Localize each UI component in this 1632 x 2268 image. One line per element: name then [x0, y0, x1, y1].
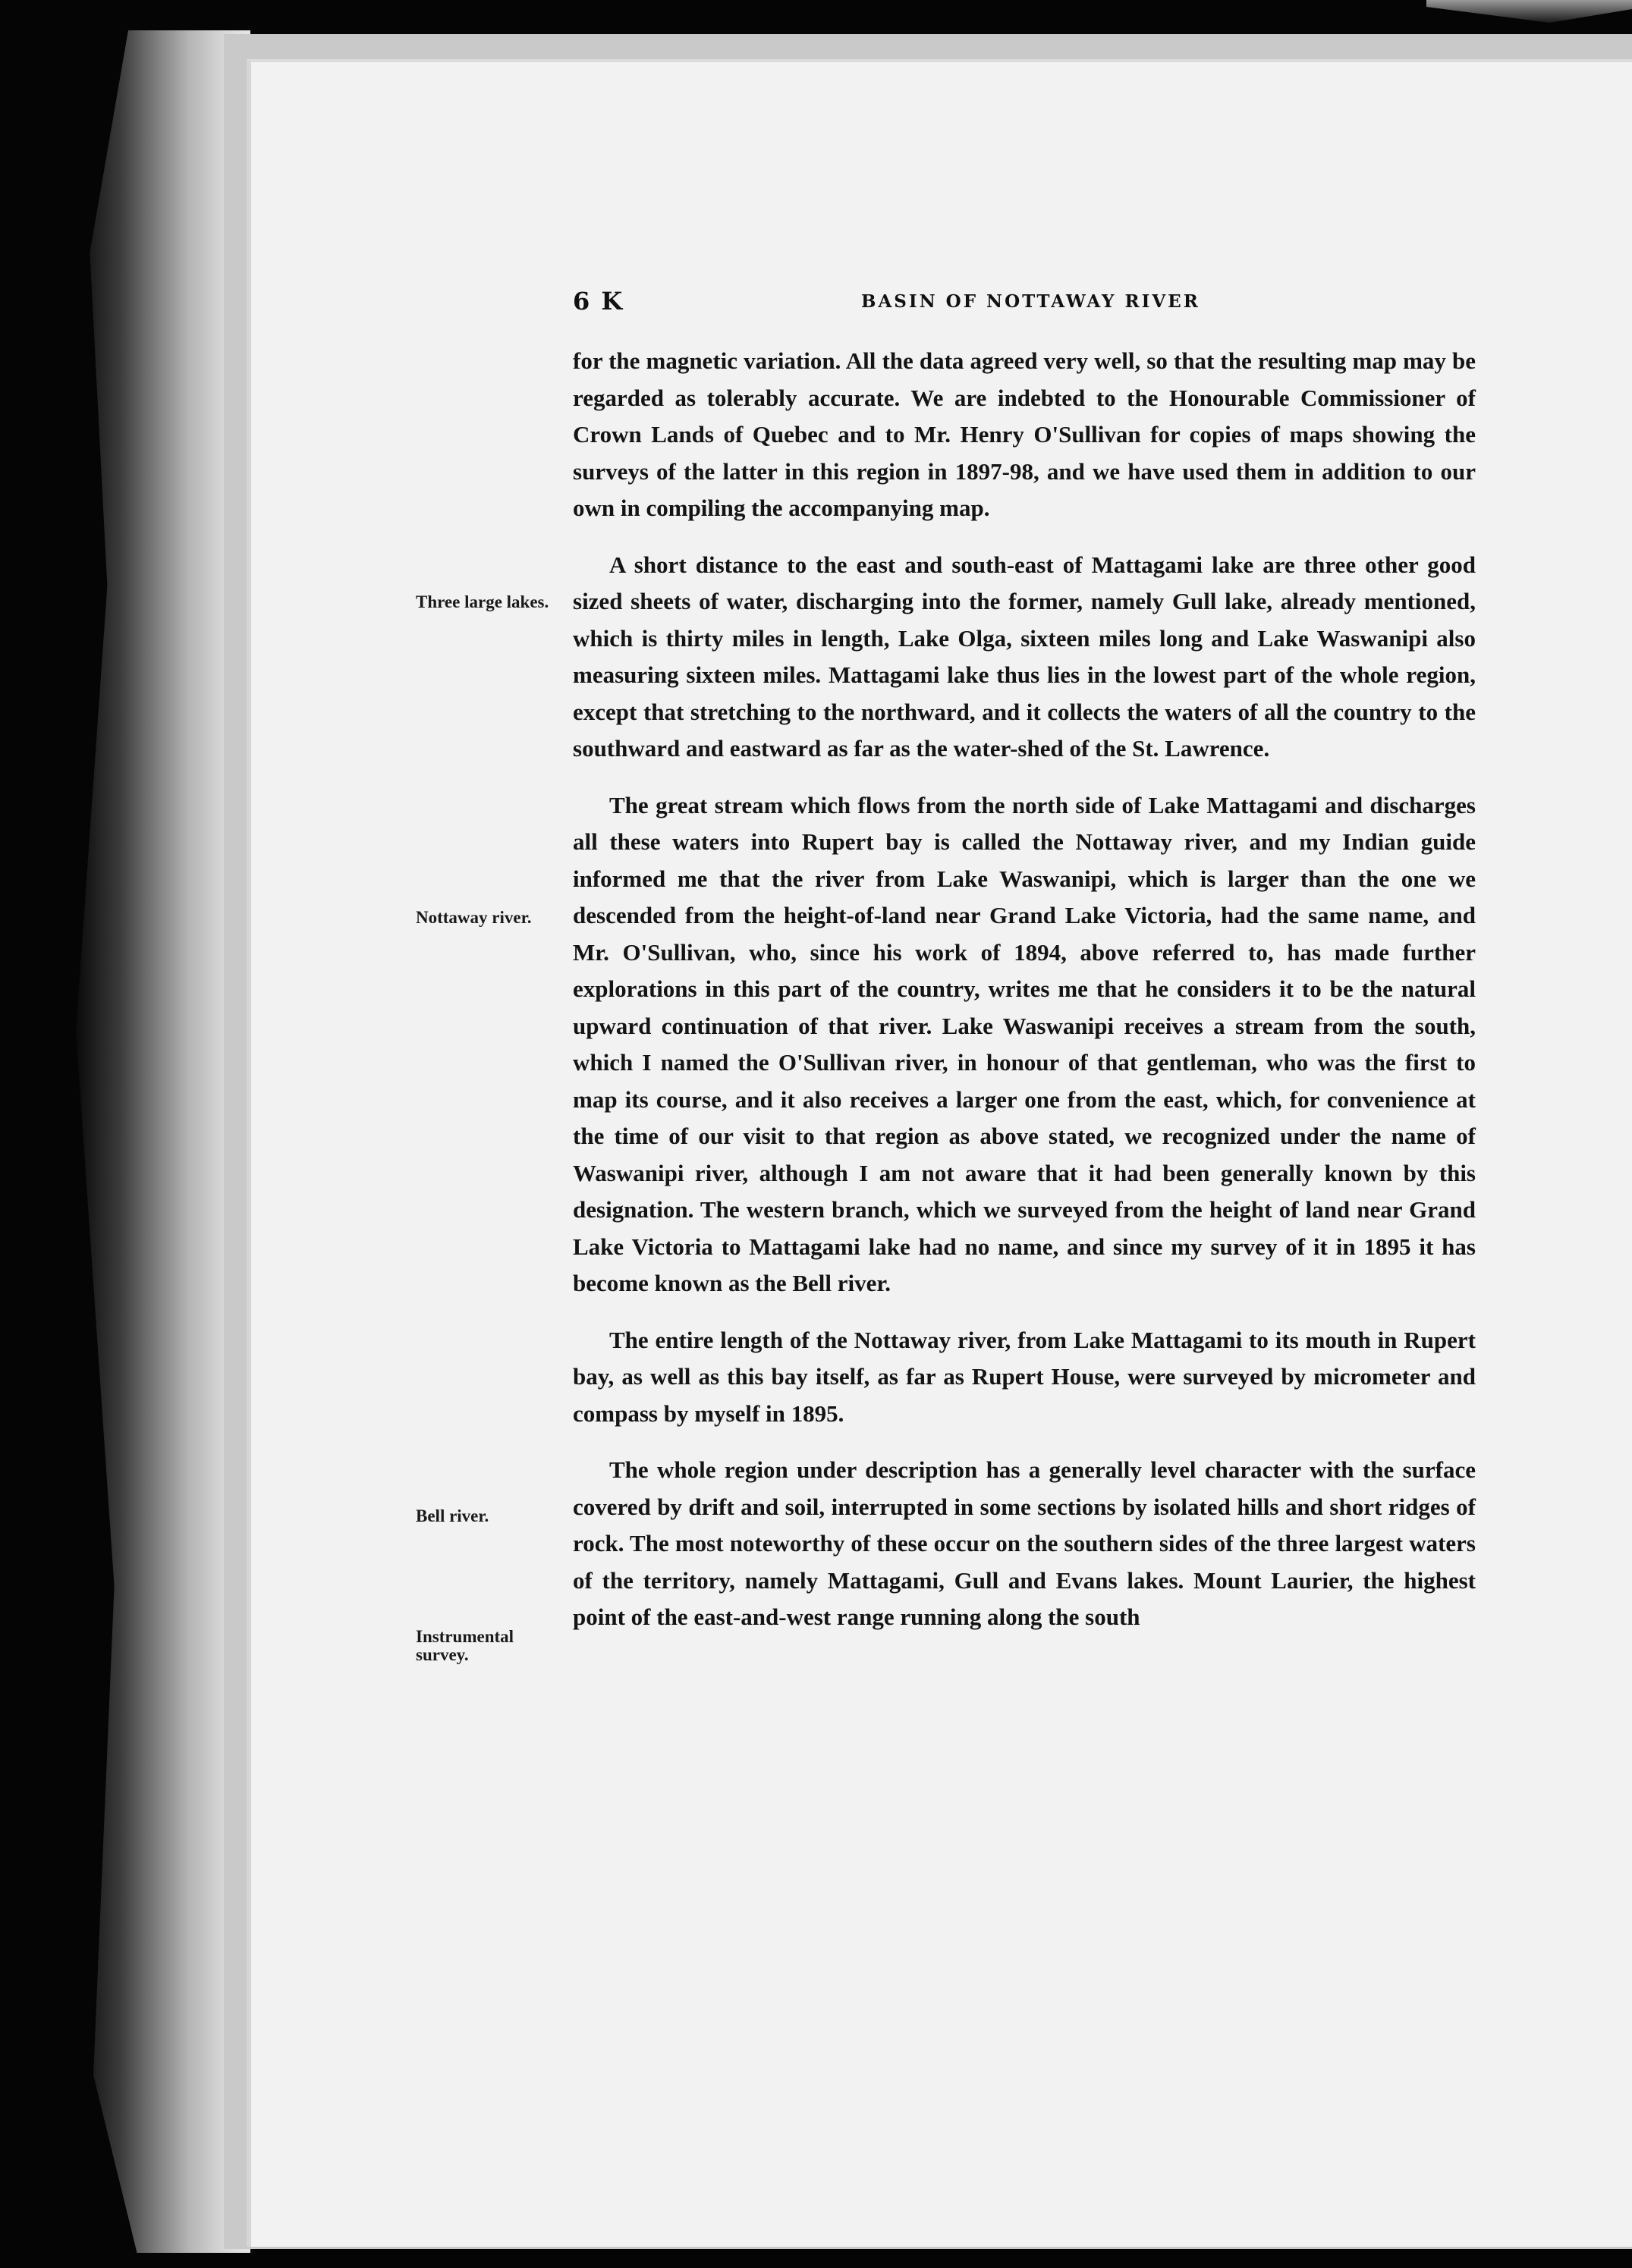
paragraph-nottaway: The great stream which flows from the north side of Lake Mattagami and discharges all these waters into Rupert bay is called the Nottaway river, and my Indian guide informed me that the river from Lake Waswanipi, which is larger than the one we descended from the height-of-land near Grand Lake Victoria, had the same name, and Mr. O'Sullivan, who, since his work of 1894, above referred to, has made further explorations in this part of the country, writes me that he considers it to be the natural upward continuation of that river. Lake Waswanipi receives a stream from the south, which I named the O'Sullivan river, in honour of that gentleman, who was the first to map its course, and it also receives a larger one from the east, which, for convenience at the time of our visit to that region as above stated, we recognized under the name of Waswanipi river, although I am not aware that it had been generally known by this designation. The western branch, which we surveyed from the height of land near Grand Lake Victoria to Mattagami lake had no name, and since my survey of it in 1895 it has become known as the Bell river.	[573, 791, 1476, 1296]
side-note-three-large-lakes: Three large lakes.	[416, 592, 549, 611]
page-number: 6 K	[573, 287, 624, 316]
paragraph-continuation: for the magnetic variation. All the data agreed very well, so that the resulting map may be regarded as tolerably accurate. We are indebted to the Honourable Commissioner of Crown Lands of Quebec and to Mr. Henry O'Sullivan for copies of maps showing the surveys of the latter in this region in 1897-98, and we have used them in addition to our own in compiling the accompanying map.	[573, 347, 1476, 521]
side-note-instrumental-survey: Instrumental survey.	[416, 1627, 514, 1664]
side-note-nottaway-river: Nottaway river.	[416, 908, 532, 927]
body-text	[573, 343, 1476, 1656]
side-note-bell-river: Bell river.	[416, 1506, 489, 1525]
running-head: BASIN OF NOTTAWAY RIVER	[861, 291, 1200, 312]
paragraph-region: The whole region under description has a generally level character with the surface covered by drift and soil, interrupted in some sections by isolated hills and short ridges of rock. The most noteworthy of these occur on the southern sides of the three largest waters of the territory, namely Mattagami, Gull and Evans lakes. Mount Laurier, the highest point of the east-and-west range running along the south	[573, 1456, 1476, 1630]
paragraph-survey: The entire length of the Nottaway river, from Lake Mattagami to its mouth in Rupert bay, as well as this bay itself, as far as Rupert House, were surveyed by micrometer and compass by myself in 1895.	[573, 1326, 1476, 1427]
paragraph-three-lakes: A short distance to the east and south-east of Mattagami lake are three other good sized sheets of water, discharging into the former, namely Gull lake, already mentioned, which is thirty miles in length, Lake Olga, sixteen miles long and Lake Waswanipi also measuring sixteen miles. Mattagami lake thus lies in the lowest part of the whole region, except that stretching to the northward, and it collects the waters of all the country to the southward and eastward as far as the water-shed of the St. Lawrence.	[573, 551, 1476, 762]
page-header	[573, 287, 1445, 317]
